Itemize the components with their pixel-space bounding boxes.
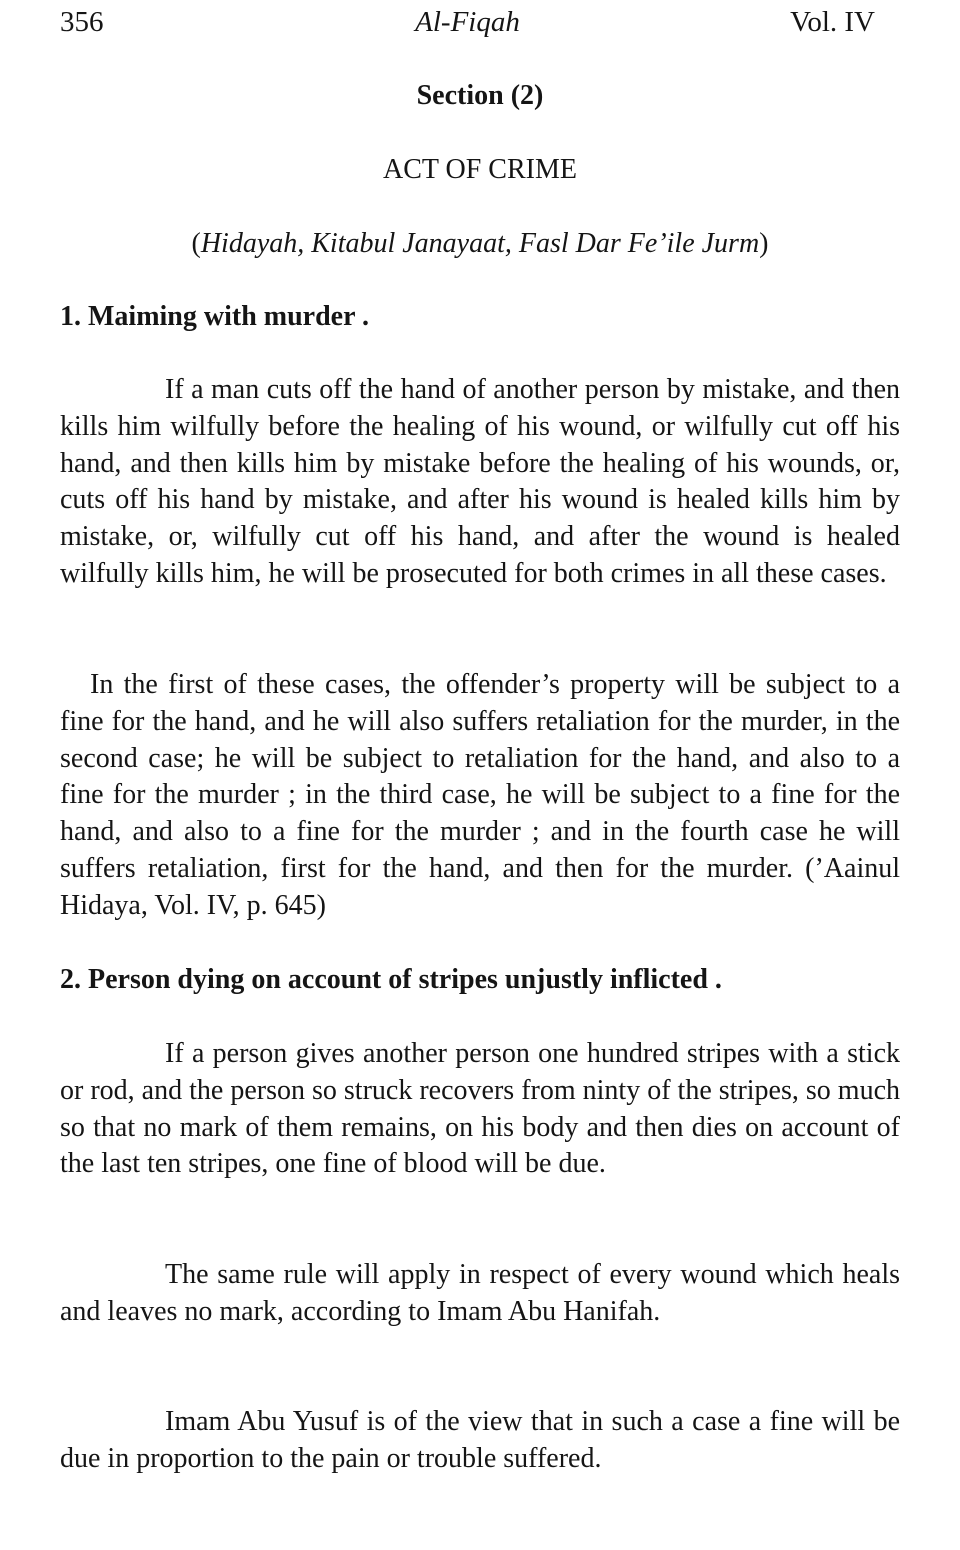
book-title: Al-Fiqah [415, 6, 520, 38]
source-citation: Hidayah, Kitabul Janayaat, Fasl Dar Fe’ile Jurm [200, 228, 760, 259]
topic-heading-2: 2. Person dying on account of stripes unjustly inflicted . [60, 964, 722, 995]
paragraph-2-2: The same rule will apply in respect of every wound which heals and leaves no mark, according to Imam Abu Hanifah. [60, 1259, 900, 1327]
paragraph-2-1: If a person gives another person one hundred stripes with a stick or rod, and the person so struck recovers from ninty of the stripes, so much so that no mark of them remains, on his body and then dies on account of the last ten stripes, one fine of blood will be due. [60, 1038, 900, 1180]
paragraph-2-3: Imam Abu Yusuf is of the view that in such a case a fine will be due in proportion to the pain or trouble suffered. [60, 1406, 900, 1474]
running-header [60, 2, 875, 42]
source-reference [0, 224, 960, 264]
section-label: Section (2) [416, 80, 544, 111]
source-close-paren: ) [759, 228, 769, 259]
paragraph-1-1: If a man cuts off the hand of another person by mistake, and then kills him wilfully before the healing of his wound, or wilfully cut off his hand, and then kills him by mistake before the healing of his wounds, or, cuts off his hand by mistake, and after his wound is healed kills him by mistake, or, wilfully cut off his hand, and after the wound is healed wilfully kills him, he will be prosecuted for both crimes in all these cases. [60, 374, 900, 589]
volume-label: Vol. IV [790, 6, 875, 38]
page-number: 356 [60, 6, 104, 38]
source-open-paren: ( [191, 228, 201, 259]
topic-heading-1: 1. Maiming with murder . [60, 301, 370, 332]
chapter-title: ACT OF CRIME [383, 154, 577, 185]
paragraph-1-2: In the first of these cases, the offender’s property will be subject to a fine for the hand, and he will also suffers retaliation for the murder, in the second case; he will be subject to retaliation for the hand, and also to a fine for the murder ; in the third case, he will be subject to a fine for the hand, and also to a fine for the murder ; and in the fourth case he will suffers retaliation, first for the hand, and then for the murder. (’Aainul Hidaya, Vol. IV, p. 645) [60, 669, 900, 921]
